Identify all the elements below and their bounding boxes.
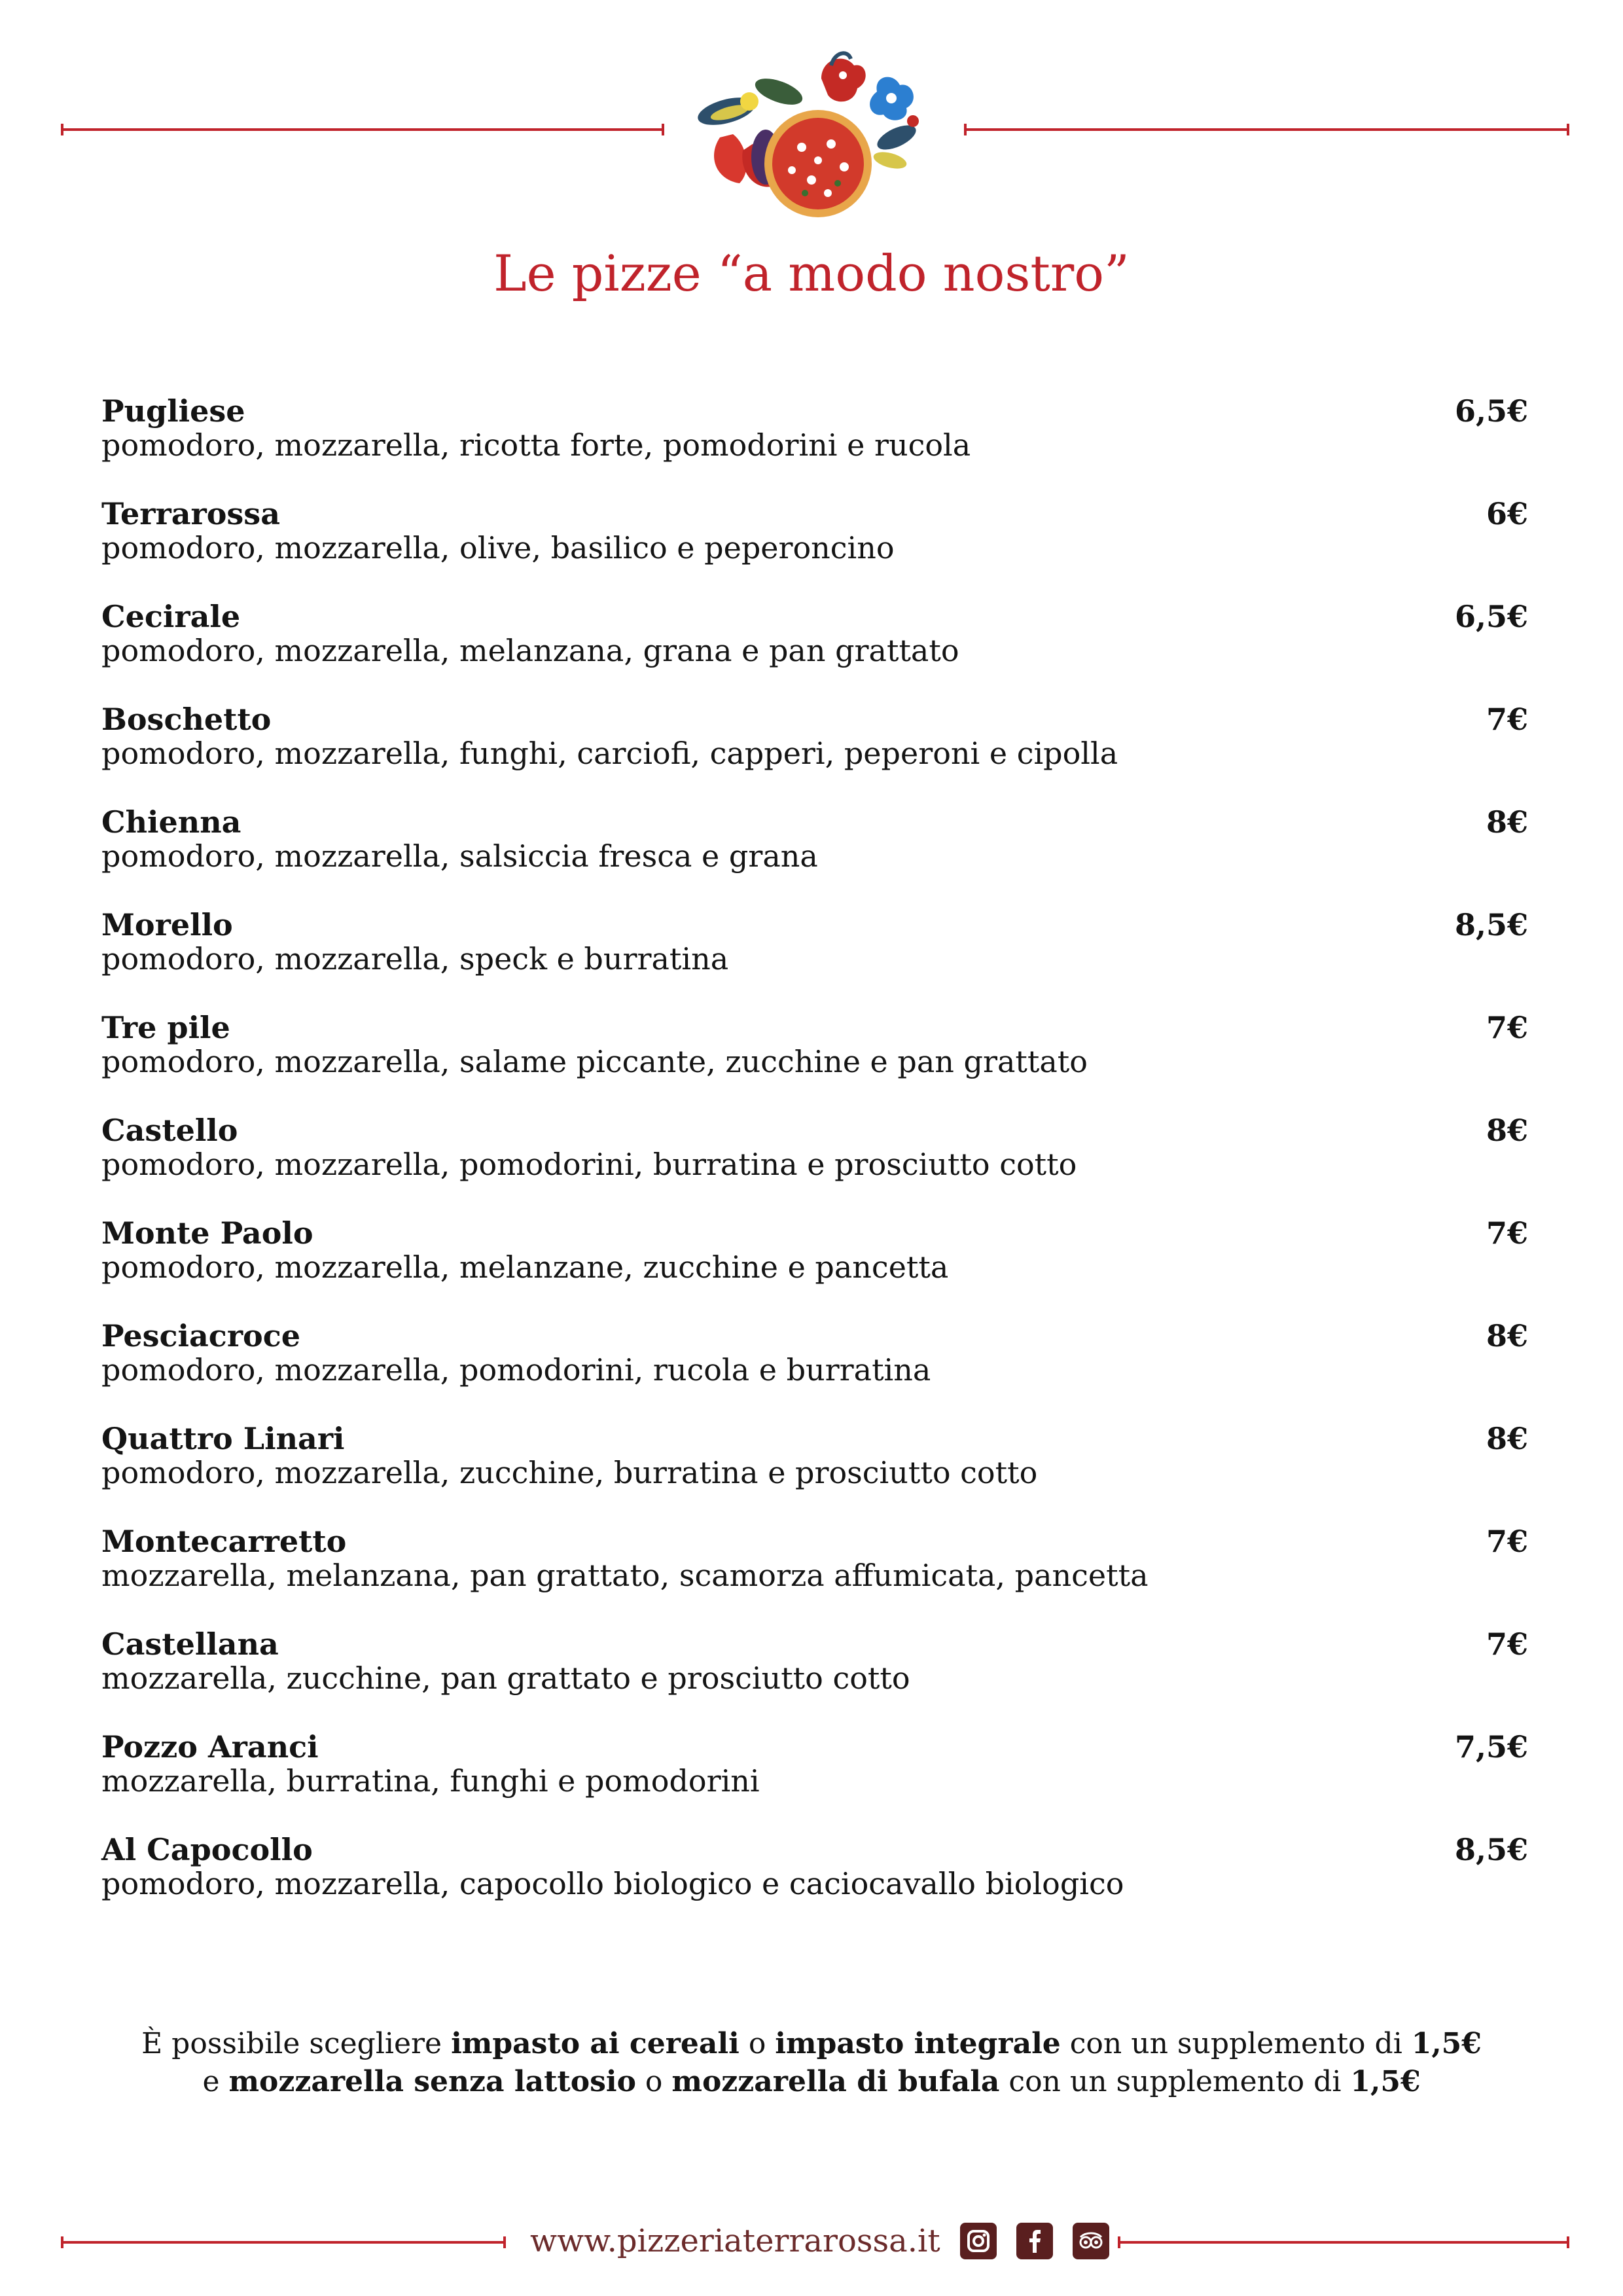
pizza-name: Pozzo Aranci (101, 1729, 319, 1765)
tripadvisor-icon[interactable] (1073, 2223, 1109, 2259)
footer-rule-left (61, 2241, 506, 2244)
pizza-price: 6,5€ (1454, 393, 1528, 429)
menu-item (101, 1729, 1528, 1831)
menu-item (101, 1831, 1528, 1934)
pizza-ingredients: pomodoro, mozzarella, speck e burratina (101, 941, 729, 977)
pizza-price: 8€ (1486, 1421, 1528, 1456)
pizza-price: 6,5€ (1454, 599, 1528, 634)
menu-item (101, 1215, 1528, 1318)
pizza-name: Terrarossa (101, 496, 281, 531)
pizza-ingredients: pomodoro, mozzarella, pomodorini, burratina e prosciutto cotto (101, 1147, 1077, 1182)
pizza-ingredients: pomodoro, mozzarella, melanzana, grana e pan grattato (101, 633, 959, 668)
pizza-ingredients: pomodoro, mozzarella, funghi, carciofi, capperi, peperoni e cipolla (101, 736, 1118, 771)
note-text: con un supplemento di (1060, 2027, 1412, 2060)
pizza-name: Monte Paolo (101, 1215, 313, 1251)
pizza-name: Pesciacroce (101, 1318, 301, 1354)
footer (530, 2217, 1129, 2265)
supplement-note (0, 2025, 1623, 2101)
menu-item (101, 1112, 1528, 1215)
menu-item (101, 1523, 1528, 1626)
facebook-icon[interactable] (1016, 2223, 1053, 2259)
note-text: o (739, 2027, 776, 2060)
pizza-ingredients: pomodoro, mozzarella, salame piccante, zucchine e pan grattato (101, 1044, 1088, 1079)
note-text: e (202, 2065, 229, 2098)
note-text: o (635, 2065, 672, 2098)
pizzeria-logo (681, 39, 942, 223)
footer-rule-right (1118, 2241, 1569, 2244)
pizza-name: Morello (101, 907, 233, 942)
header-rule-left (61, 128, 664, 131)
pizza-ingredients: mozzarella, burratina, funghi e pomodorini (101, 1763, 760, 1799)
menu-item (101, 1318, 1528, 1420)
pizza-name: Cecirale (101, 599, 241, 634)
note-bold: mozzarella di bufala (671, 2065, 1000, 2098)
note-bold: impasto ai cereali (451, 2027, 740, 2060)
pizza-name: Pugliese (101, 393, 245, 429)
note-text: È possibile scegliere (141, 2027, 452, 2060)
pizza-ingredients: pomodoro, mozzarella, salsiccia fresca e grana (101, 838, 818, 874)
instagram-icon[interactable] (960, 2223, 997, 2259)
pizza-ingredients: mozzarella, melanzana, pan grattato, scamorza affumicata, pancetta (101, 1558, 1149, 1593)
pizza-price: 8,5€ (1454, 1832, 1528, 1867)
pizza-price: 8,5€ (1454, 907, 1528, 942)
pizza-price: 7€ (1486, 1010, 1528, 1045)
menu-item (101, 598, 1528, 701)
note-bold: impasto integrale (775, 2027, 1061, 2060)
pizza-ingredients: pomodoro, mozzarella, zucchine, burratina e prosciutto cotto (101, 1455, 1038, 1490)
pizza-price: 7€ (1486, 1626, 1528, 1662)
pizza-name: Quattro Linari (101, 1421, 345, 1456)
pizza-name: Tre pile (101, 1010, 230, 1045)
menu-item (101, 701, 1528, 804)
pizza-price: 8€ (1486, 1113, 1528, 1148)
menu-item (101, 495, 1528, 598)
pizza-price: 7€ (1486, 1215, 1528, 1251)
menu-item (101, 906, 1528, 1009)
pizza-price: 7€ (1486, 1524, 1528, 1559)
pizza-name: Castello (101, 1113, 238, 1148)
pizza-price: 6€ (1486, 496, 1528, 531)
menu-item (101, 1420, 1528, 1523)
menu-item (101, 804, 1528, 906)
note-bold: 1,5€ (1350, 2065, 1421, 2098)
header-rule-right (964, 128, 1569, 131)
pizza-price: 7,5€ (1454, 1729, 1528, 1765)
note-bold: 1,5€ (1411, 2027, 1482, 2060)
note-bold: mozzarella senza lattosio (228, 2065, 636, 2098)
pizza-ingredients: pomodoro, mozzarella, melanzane, zucchine e pancetta (101, 1249, 949, 1285)
pizza-price: 8€ (1486, 804, 1528, 840)
pizza-name: Al Capocollo (101, 1832, 313, 1867)
website-link[interactable]: www.pizzeriaterrarossa.it (530, 2223, 940, 2259)
pizza-price: 8€ (1486, 1318, 1528, 1354)
menu-item (101, 1626, 1528, 1729)
supplement-note-line-2 (0, 2063, 1623, 2101)
pizza-price: 7€ (1486, 702, 1528, 737)
page-title: Le pizze “a modo nostro” (493, 244, 1130, 302)
pizza-name: Castellana (101, 1626, 279, 1662)
pizza-name: Boschetto (101, 702, 272, 737)
pizza-name: Chienna (101, 804, 241, 840)
menu-item (101, 1009, 1528, 1112)
pizza-menu-list (101, 393, 1528, 1934)
pizza-ingredients: pomodoro, mozzarella, capocollo biologico e caciocavallo biologico (101, 1866, 1124, 1901)
note-text: con un supplemento di (999, 2065, 1351, 2098)
pizza-ingredients: mozzarella, zucchine, pan grattato e prosciutto cotto (101, 1660, 910, 1696)
supplement-note-line-1 (0, 2025, 1623, 2063)
pizza-ingredients: pomodoro, mozzarella, pomodorini, rucola e burratina (101, 1352, 931, 1388)
pizza-ingredients: pomodoro, mozzarella, ricotta forte, pomodorini e rucola (101, 427, 971, 463)
pizza-ingredients: pomodoro, mozzarella, olive, basilico e peperoncino (101, 530, 895, 565)
pizza-name: Montecarretto (101, 1524, 347, 1559)
menu-item (101, 393, 1528, 495)
